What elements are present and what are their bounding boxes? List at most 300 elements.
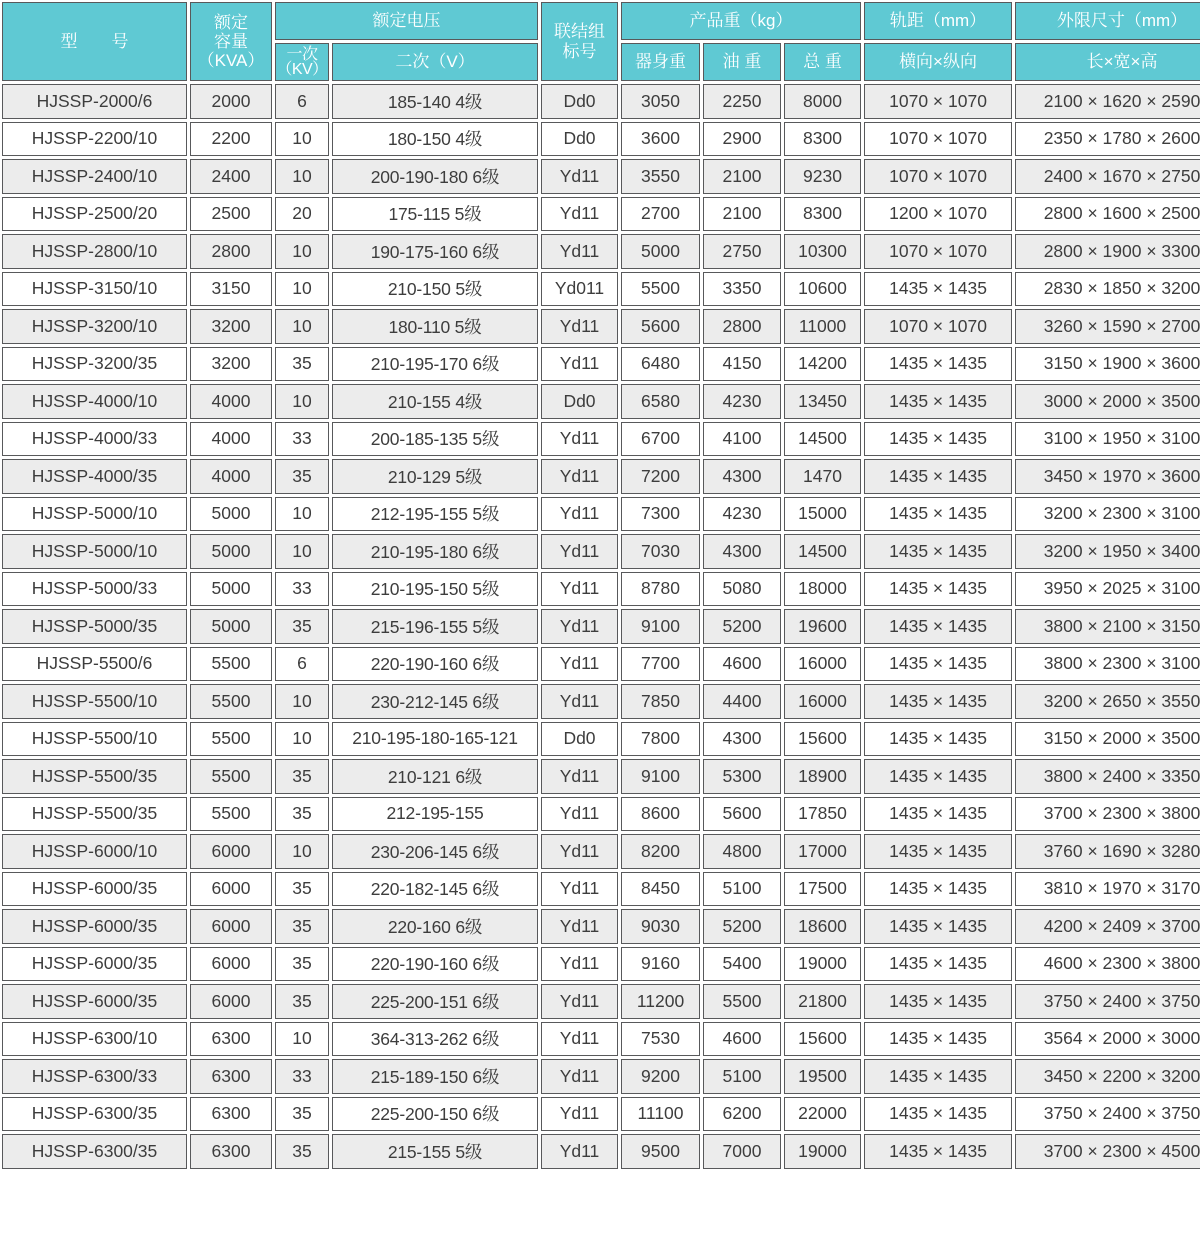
cell-model: HJSSP-5500/35 [2,759,187,794]
cell-body_weight: 9100 [621,759,700,794]
cell-gauge: 1435 × 1435 [864,834,1012,869]
cell-body_weight: 11100 [621,1097,700,1132]
cell-total_weight: 21800 [784,984,861,1019]
cell-dimensions: 3450 × 1970 × 3600 [1015,459,1200,494]
cell-model: HJSSP-6300/10 [2,1022,187,1057]
cell-dimensions: 3950 × 2025 × 3100 [1015,572,1200,607]
cell-body_weight: 7300 [621,497,700,532]
cell-capacity: 6000 [190,872,272,907]
cell-total_weight: 9230 [784,159,861,194]
cell-connection: Yd11 [541,1059,618,1094]
cell-connection: Yd11 [541,459,618,494]
cell-capacity: 3150 [190,272,272,307]
cell-total_weight: 19600 [784,609,861,644]
cell-total_weight: 19500 [784,1059,861,1094]
cell-oil_weight: 4300 [703,534,781,569]
table-row [2,572,1200,607]
cell-connection: Dd0 [541,722,618,757]
cell-model: HJSSP-4000/10 [2,384,187,419]
table-row [2,1134,1200,1169]
cell-primary_kv: 33 [275,422,329,457]
cell-total_weight: 18000 [784,572,861,607]
header-capacity-line1: 额定 [214,12,248,32]
cell-secondary_v: 215-196-155 5级 [332,609,538,644]
cell-oil_weight: 4600 [703,1022,781,1057]
header-primary-kv [275,43,329,81]
cell-body_weight: 11200 [621,984,700,1019]
table-row [2,1059,1200,1094]
cell-secondary_v: 200-190-180 6级 [332,159,538,194]
cell-model: HJSSP-6300/33 [2,1059,187,1094]
header-primary-line2: （KV） [276,61,328,78]
cell-body_weight: 8450 [621,872,700,907]
cell-primary_kv: 10 [275,722,329,757]
cell-model: HJSSP-2500/20 [2,197,187,232]
cell-total_weight: 10600 [784,272,861,307]
table-row [2,759,1200,794]
cell-dimensions: 2350 × 1780 × 2600 [1015,122,1200,157]
table-row [2,197,1200,232]
cell-primary_kv: 6 [275,647,329,682]
cell-dimensions: 3564 × 2000 × 3000 [1015,1022,1200,1057]
header-dimensions-sub: 长×宽×高 [1015,43,1200,81]
table-row [2,84,1200,119]
cell-connection: Yd11 [541,684,618,719]
cell-body_weight: 8200 [621,834,700,869]
cell-primary_kv: 10 [275,534,329,569]
cell-primary_kv: 10 [275,234,329,269]
cell-capacity: 3200 [190,347,272,382]
header-body-weight: 器身重 [621,43,700,81]
cell-body_weight: 9500 [621,1134,700,1169]
cell-oil_weight: 5100 [703,1059,781,1094]
cell-connection: Yd11 [541,534,618,569]
cell-model: HJSSP-5000/35 [2,609,187,644]
cell-capacity: 5500 [190,722,272,757]
cell-total_weight: 1470 [784,459,861,494]
cell-capacity: 6300 [190,1097,272,1132]
cell-dimensions: 3000 × 2000 × 3500 [1015,384,1200,419]
cell-body_weight: 5500 [621,272,700,307]
cell-oil_weight: 4300 [703,722,781,757]
cell-oil_weight: 5300 [703,759,781,794]
cell-gauge: 1435 × 1435 [864,909,1012,944]
cell-body_weight: 3550 [621,159,700,194]
cell-dimensions: 3150 × 1900 × 3600 [1015,347,1200,382]
cell-dimensions: 3810 × 1970 × 3170 [1015,872,1200,907]
cell-dimensions: 3100 × 1950 × 3100 [1015,422,1200,457]
cell-gauge: 1435 × 1435 [864,609,1012,644]
cell-primary_kv: 35 [275,1097,329,1132]
cell-total_weight: 11000 [784,309,861,344]
cell-oil_weight: 4600 [703,647,781,682]
cell-secondary_v: 225-200-150 6级 [332,1097,538,1132]
cell-capacity: 2000 [190,84,272,119]
cell-body_weight: 7700 [621,647,700,682]
cell-body_weight: 7030 [621,534,700,569]
cell-secondary_v: 212-195-155 [332,797,538,832]
table-row [2,947,1200,982]
cell-capacity: 5500 [190,647,272,682]
cell-total_weight: 14200 [784,347,861,382]
cell-connection: Yd11 [541,159,618,194]
cell-total_weight: 16000 [784,647,861,682]
cell-model: HJSSP-2800/10 [2,234,187,269]
cell-dimensions: 3700 × 2300 × 4500 [1015,1134,1200,1169]
cell-body_weight: 9160 [621,947,700,982]
cell-body_weight: 5000 [621,234,700,269]
cell-model: HJSSP-5500/6 [2,647,187,682]
cell-model: HJSSP-6000/10 [2,834,187,869]
cell-total_weight: 17850 [784,797,861,832]
cell-dimensions: 3800 × 2100 × 3150 [1015,609,1200,644]
cell-body_weight: 9030 [621,909,700,944]
cell-secondary_v: 190-175-160 6级 [332,234,538,269]
cell-gauge: 1435 × 1435 [864,797,1012,832]
cell-secondary_v: 180-110 5级 [332,309,538,344]
cell-body_weight: 3050 [621,84,700,119]
header-secondary-v: 二次（V） [332,43,538,81]
cell-dimensions: 3800 × 2400 × 3350 [1015,759,1200,794]
cell-primary_kv: 35 [275,947,329,982]
cell-capacity: 6300 [190,1059,272,1094]
cell-connection: Yd11 [541,797,618,832]
cell-oil_weight: 4800 [703,834,781,869]
cell-dimensions: 3700 × 2300 × 3800 [1015,797,1200,832]
cell-secondary_v: 210-195-180 6级 [332,534,538,569]
cell-primary_kv: 10 [275,1022,329,1057]
cell-model: HJSSP-5500/35 [2,797,187,832]
table-row [2,459,1200,494]
cell-dimensions: 4200 × 2409 × 3700 [1015,909,1200,944]
cell-secondary_v: 210-195-180-165-121 [332,722,538,757]
cell-primary_kv: 35 [275,1134,329,1169]
cell-primary_kv: 35 [275,872,329,907]
cell-total_weight: 15600 [784,1022,861,1057]
cell-oil_weight: 4230 [703,384,781,419]
cell-secondary_v: 212-195-155 5级 [332,497,538,532]
cell-oil_weight: 6200 [703,1097,781,1132]
cell-secondary_v: 210-129 5级 [332,459,538,494]
table-row [2,272,1200,307]
cell-connection: Yd11 [541,422,618,457]
cell-model: HJSSP-5500/10 [2,684,187,719]
cell-model: HJSSP-3200/10 [2,309,187,344]
cell-primary_kv: 10 [275,159,329,194]
table-row [2,309,1200,344]
cell-total_weight: 8300 [784,122,861,157]
cell-total_weight: 15600 [784,722,861,757]
cell-model: HJSSP-5500/10 [2,722,187,757]
cell-model: HJSSP-6000/35 [2,947,187,982]
cell-secondary_v: 220-160 6级 [332,909,538,944]
cell-model: HJSSP-5000/10 [2,497,187,532]
cell-capacity: 5500 [190,759,272,794]
table-row [2,984,1200,1019]
cell-total_weight: 18900 [784,759,861,794]
cell-capacity: 5000 [190,609,272,644]
table-row [2,909,1200,944]
table-row [2,159,1200,194]
cell-gauge: 1435 × 1435 [864,1059,1012,1094]
table-row [2,422,1200,457]
cell-connection: Yd11 [541,197,618,232]
cell-oil_weight: 5200 [703,609,781,644]
cell-dimensions: 3200 × 2650 × 3550 [1015,684,1200,719]
cell-connection: Yd11 [541,309,618,344]
cell-capacity: 6300 [190,1134,272,1169]
cell-secondary_v: 185-140 4级 [332,84,538,119]
cell-connection: Yd11 [541,497,618,532]
cell-capacity: 5500 [190,684,272,719]
table-row [2,497,1200,532]
header-product-weight-group: 产品重（kg） [621,2,861,40]
cell-oil_weight: 5200 [703,909,781,944]
cell-capacity: 5000 [190,534,272,569]
cell-body_weight: 8600 [621,797,700,832]
table-row [2,534,1200,569]
cell-primary_kv: 10 [275,497,329,532]
cell-oil_weight: 2750 [703,234,781,269]
cell-oil_weight: 5400 [703,947,781,982]
cell-connection: Yd11 [541,909,618,944]
cell-gauge: 1070 × 1070 [864,159,1012,194]
cell-body_weight: 7200 [621,459,700,494]
cell-secondary_v: 175-115 5级 [332,197,538,232]
cell-gauge: 1435 × 1435 [864,684,1012,719]
cell-capacity: 2200 [190,122,272,157]
cell-gauge: 1435 × 1435 [864,459,1012,494]
cell-body_weight: 9100 [621,609,700,644]
cell-body_weight: 7530 [621,1022,700,1057]
cell-dimensions: 3750 × 2400 × 3750 [1015,1097,1200,1132]
cell-gauge: 1435 × 1435 [864,1134,1012,1169]
cell-gauge: 1435 × 1435 [864,497,1012,532]
cell-primary_kv: 10 [275,122,329,157]
cell-oil_weight: 4400 [703,684,781,719]
table-row [2,609,1200,644]
cell-gauge: 1435 × 1435 [864,1097,1012,1132]
cell-gauge: 1070 × 1070 [864,234,1012,269]
cell-secondary_v: 220-182-145 6级 [332,872,538,907]
table-row [2,834,1200,869]
cell-total_weight: 13450 [784,384,861,419]
cell-model: HJSSP-3200/35 [2,347,187,382]
cell-model: HJSSP-6000/35 [2,984,187,1019]
cell-dimensions: 3150 × 2000 × 3500 [1015,722,1200,757]
cell-dimensions: 3260 × 1590 × 2700 [1015,309,1200,344]
cell-connection: Yd11 [541,647,618,682]
cell-connection: Dd0 [541,384,618,419]
cell-dimensions: 3760 × 1690 × 3280 [1015,834,1200,869]
cell-connection: Yd011 [541,272,618,307]
cell-capacity: 2800 [190,234,272,269]
cell-capacity: 2400 [190,159,272,194]
cell-primary_kv: 35 [275,984,329,1019]
cell-dimensions: 2400 × 1670 × 2750 [1015,159,1200,194]
cell-gauge: 1435 × 1435 [864,722,1012,757]
cell-model: HJSSP-4000/33 [2,422,187,457]
table-row [2,722,1200,757]
cell-oil_weight: 5080 [703,572,781,607]
table-row [2,384,1200,419]
cell-secondary_v: 364-313-262 6级 [332,1022,538,1057]
header-gauge-sub: 横向×纵向 [864,43,1012,81]
cell-secondary_v: 210-121 6级 [332,759,538,794]
cell-dimensions: 2830 × 1850 × 3200 [1015,272,1200,307]
cell-primary_kv: 6 [275,84,329,119]
table-header [2,2,1200,81]
cell-capacity: 3200 [190,309,272,344]
cell-body_weight: 6580 [621,384,700,419]
cell-connection: Yd11 [541,947,618,982]
cell-primary_kv: 10 [275,384,329,419]
cell-primary_kv: 10 [275,272,329,307]
cell-secondary_v: 180-150 4级 [332,122,538,157]
header-capacity-line2: 容量 [214,31,248,51]
cell-gauge: 1435 × 1435 [864,759,1012,794]
cell-gauge: 1435 × 1435 [864,534,1012,569]
cell-model: HJSSP-6300/35 [2,1097,187,1132]
cell-gauge: 1435 × 1435 [864,422,1012,457]
cell-dimensions: 3450 × 2200 × 3200 [1015,1059,1200,1094]
cell-primary_kv: 20 [275,197,329,232]
cell-body_weight: 7850 [621,684,700,719]
cell-dimensions: 3800 × 2300 × 3100 [1015,647,1200,682]
cell-secondary_v: 215-189-150 6级 [332,1059,538,1094]
cell-dimensions: 3200 × 1950 × 3400 [1015,534,1200,569]
cell-capacity: 6000 [190,984,272,1019]
cell-connection: Yd11 [541,572,618,607]
cell-primary_kv: 33 [275,1059,329,1094]
cell-oil_weight: 5600 [703,797,781,832]
cell-secondary_v: 210-150 5级 [332,272,538,307]
table-row [2,347,1200,382]
cell-total_weight: 17500 [784,872,861,907]
cell-gauge: 1435 × 1435 [864,872,1012,907]
table-row [2,647,1200,682]
cell-total_weight: 19000 [784,947,861,982]
cell-secondary_v: 200-185-135 5级 [332,422,538,457]
table-row [2,872,1200,907]
cell-model: HJSSP-2000/6 [2,84,187,119]
table-row [2,1097,1200,1132]
cell-model: HJSSP-3150/10 [2,272,187,307]
table-row [2,234,1200,269]
cell-connection: Yd11 [541,759,618,794]
cell-oil_weight: 3350 [703,272,781,307]
cell-capacity: 4000 [190,459,272,494]
cell-secondary_v: 210-155 4级 [332,384,538,419]
cell-total_weight: 15000 [784,497,861,532]
cell-capacity: 4000 [190,384,272,419]
header-model: 型 号 [2,2,187,81]
cell-primary_kv: 10 [275,684,329,719]
header-capacity [190,2,272,81]
cell-primary_kv: 10 [275,309,329,344]
cell-primary_kv: 35 [275,909,329,944]
cell-connection: Yd11 [541,347,618,382]
cell-oil_weight: 2900 [703,122,781,157]
cell-gauge: 1435 × 1435 [864,272,1012,307]
cell-secondary_v: 230-212-145 6级 [332,684,538,719]
cell-capacity: 5000 [190,497,272,532]
table-row [2,122,1200,157]
cell-total_weight: 16000 [784,684,861,719]
cell-oil_weight: 5100 [703,872,781,907]
cell-dimensions: 2800 × 1600 × 2500 [1015,197,1200,232]
cell-oil_weight: 2100 [703,197,781,232]
cell-gauge: 1200 × 1070 [864,197,1012,232]
cell-connection: Yd11 [541,834,618,869]
cell-total_weight: 22000 [784,1097,861,1132]
cell-connection: Yd11 [541,609,618,644]
cell-gauge: 1070 × 1070 [864,309,1012,344]
header-gauge-group: 轨距（mm） [864,2,1012,40]
cell-capacity: 5000 [190,572,272,607]
cell-dimensions: 3750 × 2400 × 3750 [1015,984,1200,1019]
table-row [2,797,1200,832]
header-dimensions-group: 外限尺寸（mm） [1015,2,1200,40]
cell-gauge: 1435 × 1435 [864,347,1012,382]
cell-model: HJSSP-5000/33 [2,572,187,607]
cell-body_weight: 3600 [621,122,700,157]
cell-capacity: 5500 [190,797,272,832]
cell-total_weight: 8000 [784,84,861,119]
cell-gauge: 1435 × 1435 [864,572,1012,607]
cell-body_weight: 8780 [621,572,700,607]
header-connection-line2: 标号 [562,41,597,61]
header-oil-weight: 油 重 [703,43,781,81]
header-primary-line1: 一次 [286,45,318,63]
cell-secondary_v: 230-206-145 6级 [332,834,538,869]
cell-model: HJSSP-2400/10 [2,159,187,194]
cell-capacity: 4000 [190,422,272,457]
table-row [2,684,1200,719]
cell-oil_weight: 2100 [703,159,781,194]
cell-gauge: 1435 × 1435 [864,647,1012,682]
cell-total_weight: 14500 [784,534,861,569]
cell-secondary_v: 225-200-151 6级 [332,984,538,1019]
cell-gauge: 1070 × 1070 [864,122,1012,157]
cell-body_weight: 6480 [621,347,700,382]
cell-secondary_v: 220-190-160 6级 [332,647,538,682]
cell-secondary_v: 210-195-150 5级 [332,572,538,607]
cell-oil_weight: 4100 [703,422,781,457]
cell-body_weight: 2700 [621,197,700,232]
cell-dimensions: 2100 × 1620 × 2590 [1015,84,1200,119]
cell-primary_kv: 35 [275,459,329,494]
cell-connection: Yd11 [541,1097,618,1132]
cell-body_weight: 6700 [621,422,700,457]
cell-model: HJSSP-4000/35 [2,459,187,494]
cell-connection: Dd0 [541,84,618,119]
cell-dimensions: 2800 × 1900 × 3300 [1015,234,1200,269]
cell-capacity: 6000 [190,834,272,869]
cell-model: HJSSP-6000/35 [2,909,187,944]
cell-primary_kv: 35 [275,797,329,832]
cell-secondary_v: 220-190-160 6级 [332,947,538,982]
cell-primary_kv: 35 [275,609,329,644]
cell-capacity: 6000 [190,909,272,944]
cell-primary_kv: 35 [275,759,329,794]
cell-total_weight: 10300 [784,234,861,269]
cell-oil_weight: 4300 [703,459,781,494]
cell-model: HJSSP-6300/35 [2,1134,187,1169]
cell-gauge: 1435 × 1435 [864,947,1012,982]
cell-body_weight: 7800 [621,722,700,757]
cell-gauge: 1435 × 1435 [864,1022,1012,1057]
